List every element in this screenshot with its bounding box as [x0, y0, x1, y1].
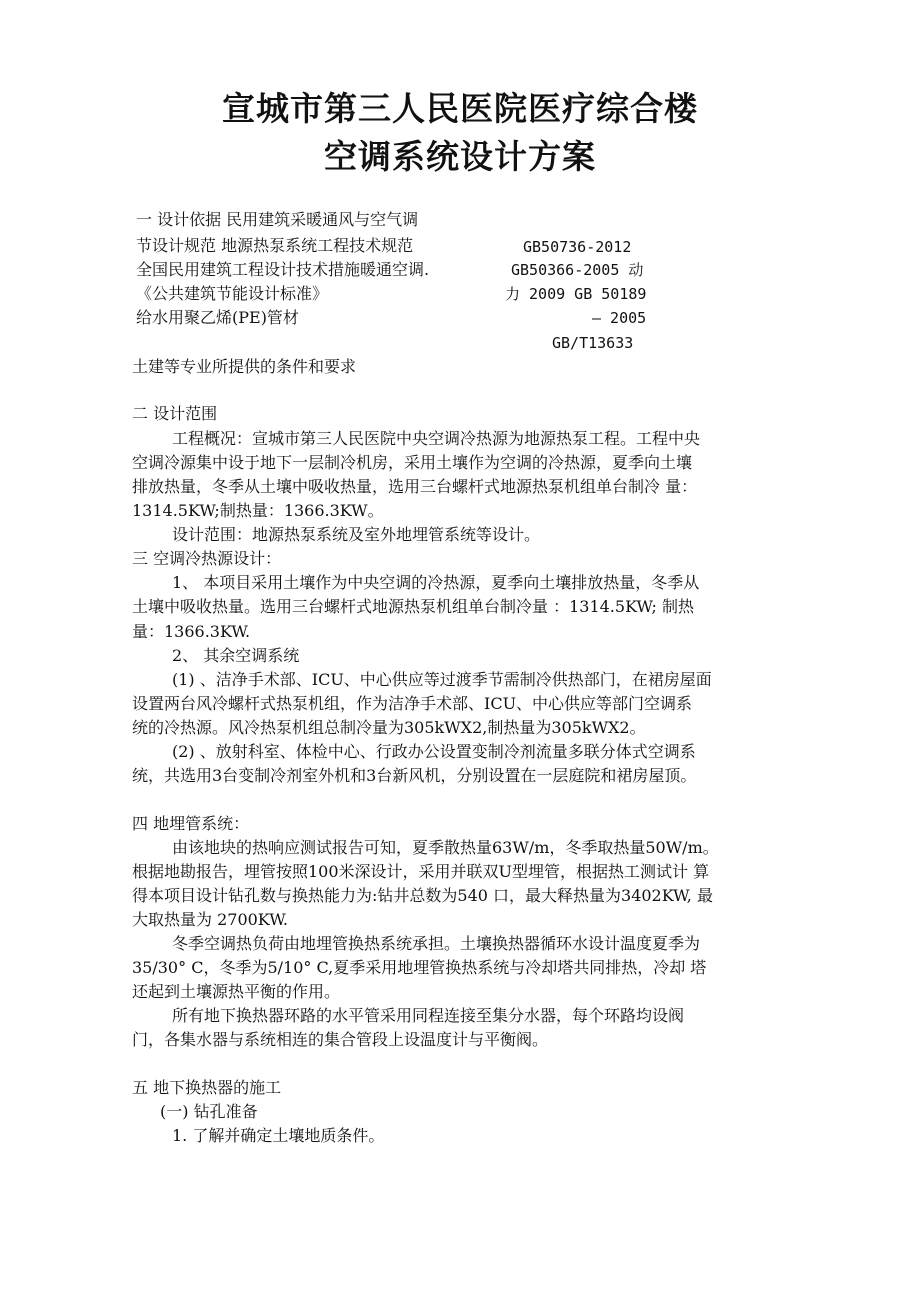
section-1-standard-code: GB50736-2012: [523, 238, 632, 256]
section-1-standard-code: — 2005: [592, 309, 647, 327]
paragraph-line: 设置两台风冷螺杆式热泵机组，作为洁净手术部、ICU、中心供应等部门空调系: [132, 694, 693, 713]
paragraph-line: 大取热量为 2700KW.: [132, 910, 288, 929]
section-1-standard-code: GB50366-2005 动: [511, 261, 644, 279]
section-1-left-line: 《公共建筑节能设计标准》: [136, 284, 329, 303]
paragraph-line: 空调冷源集中设于地下一层制冷机房，采用土壤作为空调的冷热源，夏季向土壤: [132, 453, 693, 472]
section-5-heading: 五 地下换热器的施工: [132, 1078, 282, 1097]
section-2-heading: 二 设计范围: [132, 404, 218, 423]
paragraph-line: 所有地下换热器环路的水平管采用同程连接至集分水器，每个环路均设阀: [172, 1006, 685, 1025]
section-1-left-line: 全国民用建筑工程设计技术措施暖通空调.: [136, 260, 430, 279]
paragraph-line: 工程概况：宣城市第三人民医院中央空调冷热源为地源热泵工程。工程中央: [172, 429, 701, 448]
paragraph-line: 根据地勘报告，埋管按照100米深设计，采用并联双U型埋管，根据热工测试计 算: [132, 862, 710, 881]
paragraph-line: (2) 、放射科室、体检中心、行政办公设置变制冷剂流量多联分体式空调系: [172, 742, 696, 761]
paragraph-line: 统，共选用3台变制冷剂室外机和3台新风机，分别设置在一层庭院和裙房屋顶。: [132, 766, 697, 785]
paragraph-line: 门，各集水器与系统相连的集合管段上设温度计与平衡阀。: [132, 1030, 549, 1049]
section-1-standard-code: GB/T13633: [552, 334, 634, 352]
section-1-standard-code: 力 2009 GB 50189: [505, 285, 647, 303]
document-title-line-2: 空调系统设计方案: [324, 137, 596, 176]
document-title-line-1: 宣城市第三人民医院医疗综合楼: [222, 89, 698, 128]
paragraph-line: 1314.5KW;制热量：1366.3KW。: [132, 501, 384, 520]
section-4-heading: 四 地埋管系统：: [132, 814, 250, 833]
section-3-heading: 三 空调冷热源设计：: [132, 549, 282, 568]
section-5-item: 1. 了解并确定土壤地质条件。: [172, 1126, 385, 1145]
paragraph-line: 得本项目设计钻孔数与换热能力为:钻井总数为540 口，最大释热量为3402KW, 最: [132, 886, 713, 905]
paragraph-line: 量：1366.3KW.: [132, 622, 251, 641]
paragraph-line: 设计范围：地源热泵系统及室外地埋管系统等设计。: [172, 525, 541, 544]
paragraph-line: 35/30° C，冬季为5/10° C,夏季采用地埋管换热系统与冷却塔共同排热，冷却 塔: [132, 958, 707, 977]
paragraph-line: 冬季空调热负荷由地埋管换热系统承担。土壤换热器循环水设计温度夏季为: [172, 934, 701, 953]
section-1-left-line: 一 设计依据 民用建筑采暖通风与空气调: [136, 210, 419, 229]
section-5-subheading: (一) 钻孔准备: [160, 1102, 258, 1121]
section-1-left-line: 节设计规范 地源热泵系统工程技术规范: [136, 236, 414, 255]
paragraph-line: 统的冷热源。风冷热泵机组总制冷量为305kWX2,制热量为305kWX2。: [132, 718, 646, 737]
paragraph-line: (1) 、洁净手术部、ICU、中心供应等过渡季节需制冷供热部门，在裙房屋面: [172, 670, 712, 689]
paragraph-line: 排放热量，冬季从土壤中吸收热量，选用三台螺杆式地源热泵机组单台制冷 量：: [132, 477, 698, 496]
paragraph-line: 还起到土壤源热平衡的作用。: [132, 982, 341, 1001]
paragraph-line: 1、 本项目采用土壤作为中央空调的冷热源，夏季向土壤排放热量，冬季从: [172, 573, 700, 592]
paragraph-line: 由该地块的热响应测试报告可知，夏季散热量63W/m，冬季取热量50W/m。: [172, 838, 719, 857]
paragraph-line: 2、 其余空调系统: [172, 646, 300, 665]
paragraph-line: 土壤中吸收热量。选用三台螺杆式地源热泵机组单台制冷量 ：1314.5KW; 制热: [132, 597, 694, 616]
section-1-left-line: 给水用聚乙烯(PE)管材: [136, 308, 299, 327]
section-1-tail: 土建等专业所提供的条件和要求: [132, 357, 357, 376]
